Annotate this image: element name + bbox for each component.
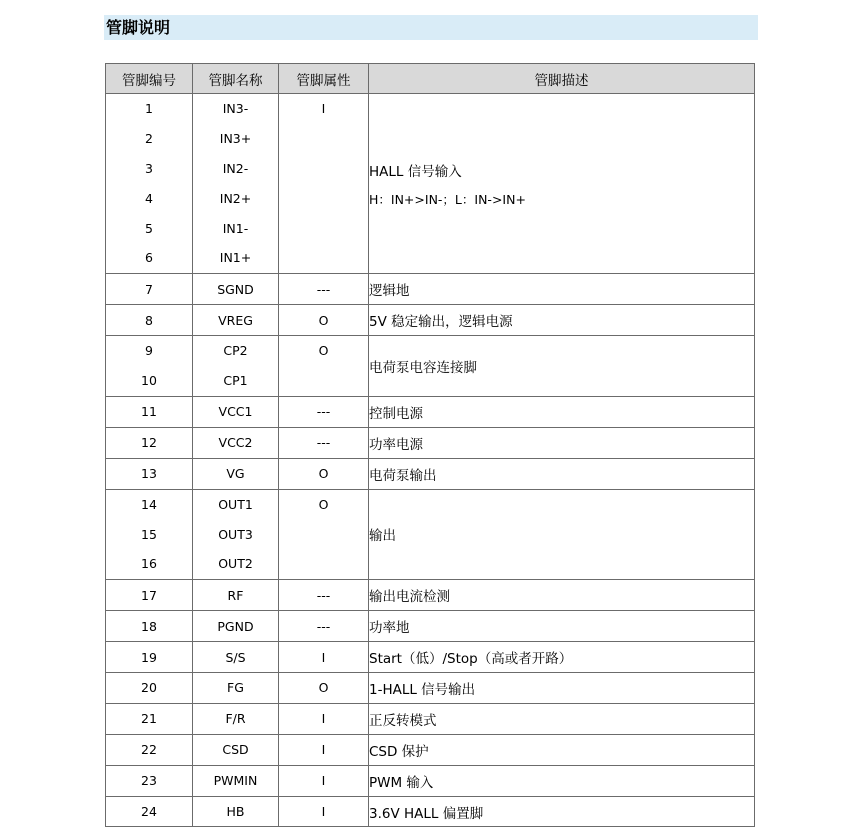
- pin-description-line: HALL 信号输入: [369, 163, 462, 180]
- pin-number-cell: 8: [106, 305, 193, 336]
- pin-name-cell: VG: [193, 458, 279, 489]
- pin-name-cell: PGND: [193, 611, 279, 642]
- pin-name: IN1-: [222, 220, 249, 236]
- pin-name: IN2-: [222, 160, 249, 176]
- pin-description: 控制电源: [369, 396, 755, 427]
- table-row: [106, 580, 755, 611]
- pin-attribute-value: I: [321, 101, 326, 116]
- pin-name-cell: [193, 489, 279, 580]
- table-row: [106, 427, 755, 458]
- pin-attribute: O: [279, 305, 369, 336]
- pin-attribute: ---: [279, 427, 369, 458]
- pin-name: IN2+: [219, 190, 252, 206]
- pin-number-cell: 12: [106, 427, 193, 458]
- pin-name: OUT3: [218, 526, 253, 542]
- pin-attribute: [279, 489, 369, 580]
- pin-number: 1: [145, 101, 153, 117]
- pin-number-cell: 18: [106, 611, 193, 642]
- pin-number: 16: [141, 556, 157, 572]
- pin-description: 正反转模式: [369, 703, 755, 734]
- pin-number-cell: 13: [106, 458, 193, 489]
- pin-attribute: ---: [279, 580, 369, 611]
- pin-description-table: [105, 63, 755, 827]
- pin-attribute: O: [279, 673, 369, 704]
- pin-description: 逻辑地: [369, 274, 755, 305]
- header-pin-description: 管脚描述: [369, 64, 755, 94]
- table-row: [106, 611, 755, 642]
- pin-attribute: [279, 94, 369, 274]
- pin-name-cell: CSD: [193, 734, 279, 765]
- pin-name-cell: VREG: [193, 305, 279, 336]
- pin-name: CP1: [223, 373, 248, 389]
- header-pin-attribute: 管脚属性: [279, 64, 369, 94]
- pin-description: 功率电源: [369, 427, 755, 458]
- table-row: [106, 396, 755, 427]
- pin-number-cell: 20: [106, 673, 193, 704]
- pin-number-cell: [106, 94, 193, 274]
- pin-number-cell: 17: [106, 580, 193, 611]
- pin-number-cell: 22: [106, 734, 193, 765]
- pin-number-cell: 19: [106, 642, 193, 673]
- pin-description: 5V 稳定输出，逻辑电源: [369, 305, 755, 336]
- pin-name-cell: RF: [193, 580, 279, 611]
- table-body: [106, 94, 755, 827]
- pin-description: 电荷泵电容连接脚: [369, 336, 755, 397]
- table-row: [106, 703, 755, 734]
- pin-attribute: ---: [279, 274, 369, 305]
- pin-attribute: I: [279, 765, 369, 796]
- table-row: [106, 734, 755, 765]
- pin-number: 5: [145, 220, 153, 236]
- header-pin-name: 管脚名称: [193, 64, 279, 94]
- pin-number-cell: [106, 489, 193, 580]
- table-row: [106, 305, 755, 336]
- pin-attribute: ---: [279, 396, 369, 427]
- header-pin-number: 管脚编号: [106, 64, 193, 94]
- pin-name-cell: SGND: [193, 274, 279, 305]
- pin-description: 输出: [369, 489, 755, 580]
- table-row: [106, 94, 755, 274]
- table-row: [106, 274, 755, 305]
- pin-description: 3.6V HALL 偏置脚: [369, 796, 755, 827]
- pin-name-cell: F/R: [193, 703, 279, 734]
- pin-name-cell: PWMIN: [193, 765, 279, 796]
- pin-number: 2: [145, 130, 153, 146]
- table-row: [106, 458, 755, 489]
- pin-description: 输出电流检测: [369, 580, 755, 611]
- pin-number: 9: [145, 343, 153, 359]
- pin-attribute: [279, 336, 369, 397]
- pin-description: 电荷泵输出: [369, 458, 755, 489]
- pin-name-cell: HB: [193, 796, 279, 827]
- table-row: [106, 336, 755, 397]
- pin-number: 14: [141, 496, 157, 512]
- pin-attribute: I: [279, 703, 369, 734]
- pin-name: IN3-: [222, 101, 249, 117]
- pin-number-cell: 11: [106, 396, 193, 427]
- pin-number: 15: [141, 526, 157, 542]
- pin-number: 4: [145, 190, 153, 206]
- section-title: 管脚说明: [104, 15, 758, 40]
- pin-attribute: I: [279, 734, 369, 765]
- pin-attribute: I: [279, 796, 369, 827]
- pin-name-cell: [193, 336, 279, 397]
- pin-name: CP2: [223, 343, 248, 359]
- table-row: [106, 489, 755, 580]
- pin-description: Start（低）/Stop（高或者开路）: [369, 642, 755, 673]
- pin-description: [369, 94, 755, 274]
- table-row: [106, 765, 755, 796]
- pin-number: 3: [145, 160, 153, 176]
- pin-attribute-value: O: [318, 343, 329, 359]
- table-header-row: [106, 64, 755, 94]
- pin-name-cell: VCC1: [193, 396, 279, 427]
- pin-attribute: O: [279, 458, 369, 489]
- pin-description-line: H：IN+>IN-；L：IN->IN+: [369, 191, 526, 207]
- pin-number: 10: [141, 373, 157, 389]
- pin-number-cell: 21: [106, 703, 193, 734]
- pin-description: PWM 输入: [369, 765, 755, 796]
- pin-name: IN1+: [219, 250, 252, 266]
- pin-attribute-value: O: [318, 496, 329, 512]
- table-row: [106, 642, 755, 673]
- pin-name: OUT2: [218, 556, 253, 572]
- pin-number-cell: 7: [106, 274, 193, 305]
- pin-description: 功率地: [369, 611, 755, 642]
- pin-name-cell: VCC2: [193, 427, 279, 458]
- pin-name: OUT1: [218, 496, 253, 512]
- pin-attribute: I: [279, 642, 369, 673]
- pin-number: 6: [145, 250, 153, 266]
- pin-description: 1-HALL 信号输出: [369, 673, 755, 704]
- pin-name-cell: S/S: [193, 642, 279, 673]
- pin-number-cell: 23: [106, 765, 193, 796]
- pin-name-cell: [193, 94, 279, 274]
- table-row: [106, 796, 755, 827]
- pin-name: IN3+: [219, 130, 252, 146]
- pin-description: CSD 保护: [369, 734, 755, 765]
- pin-number-cell: 24: [106, 796, 193, 827]
- pin-attribute: ---: [279, 611, 369, 642]
- pin-name-cell: FG: [193, 673, 279, 704]
- pin-number-cell: [106, 336, 193, 397]
- table-row: [106, 673, 755, 704]
